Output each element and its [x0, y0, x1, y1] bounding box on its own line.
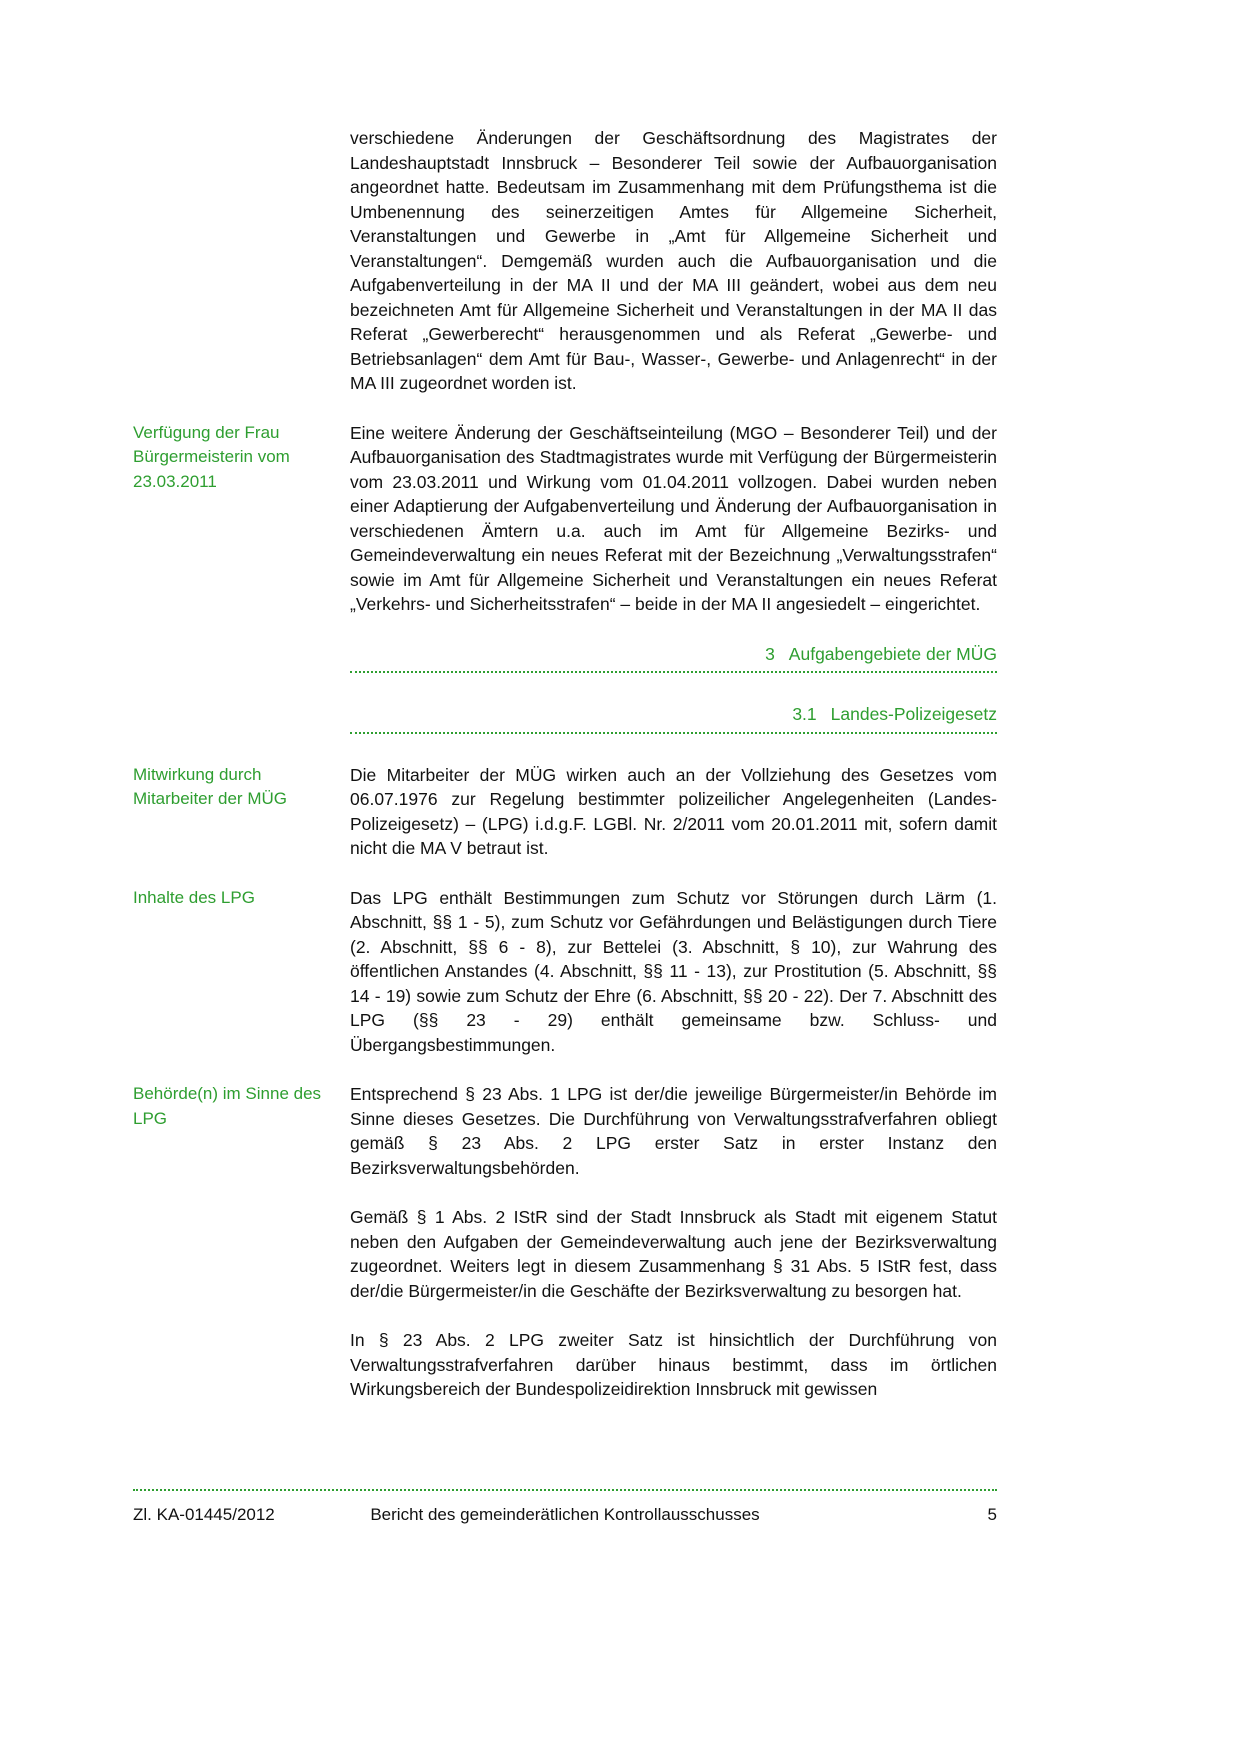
footer-text-row	[133, 1504, 997, 1526]
paragraph-block	[133, 1205, 997, 1303]
footer-page-number: 5	[987, 1505, 998, 1524]
margin-label: Inhalte des LPG	[133, 887, 255, 907]
paragraph-block	[133, 126, 997, 396]
body-paragraph: Entsprechend § 23 Abs. 1 LPG ist der/die jeweilige Bürgermeister/in Behörde im Sinne dieses Gesetzes. Die Durchführung von Verwaltungsstrafverfahren obliegt gemäß § 23 Abs. 2 LPG erster Satz in erster Instanz den Bezirksverwaltungsbehörden.	[350, 1084, 997, 1178]
section-title: Aufgabengebiete der MÜG	[788, 643, 997, 664]
body-paragraph: Eine weitere Änderung der Geschäftseinteilung (MGO – Besonderer Teil) und der Aufbauorganisation des Stadtmagistrates wurde mit Verfügung der Bürgermeisterin vom 23.03.2011 und Wirkung vom 01.04.2011 vollzogen. Dabei wurden neben einer Adaptierung der Aufgabenverteilung und Änderung der Aufbauorganisation in verschiedenen Ämtern u.a. auch im Amt für Allgemeine Bezirks- und Gemeindeverwaltung ein neues Referat mit der Bezeichnung „Verwaltungsstrafen“ sowie im Amt für Allgemeine Sicherheit und Veranstaltungen ein neues Referat „Verkehrs- und Sicherheitsstrafen“ – beide in der MA II angesiedelt – eingerichtet.	[350, 422, 997, 614]
paragraph-block	[133, 421, 997, 617]
footer-dotted-divider	[133, 1489, 997, 1491]
section-number: 3	[765, 643, 775, 664]
section-heading-3-1	[350, 702, 997, 734]
body-paragraph: Die Mitarbeiter der MÜG wirken auch an der Vollziehung des Gesetzes vom 06.07.1976 zur Regelung bestimmter polizeilicher Angelegenheiten (Landes-Polizeigesetz) – (LPG) i.d.g.F. LGBl. Nr. 2/2011 vom 20.01.2011 mit, sofern damit nicht die MA V betraut ist.	[350, 764, 997, 858]
margin-label: Behörde(n) im Sinne des LPG	[133, 1084, 322, 1128]
body-paragraph: Das LPG enthält Bestimmungen zum Schutz vor Störungen durch Lärm (1. Abschnitt, §§ 1 - 5), zum Schutz vor Gefährdungen und Belästigungen durch Tiere (2. Abschnitt, §§ 6 - 8), zur Bettelei (3. Abschnitt, § 10), zur Wahrung des öffentlichen Anstandes (4. Abschnitt, §§ 11 - 13), zur Prostitution (5. Abschnitt, §§ 14 - 19) sowie zum Schutz der Ehre (6. Abschnitt, §§ 20 - 22). Der 7. Abschnitt des LPG (§§ 23 - 29) enthält gemeinsame bzw. Schluss- und Übergangsbestimmungen.	[350, 887, 997, 1055]
body-paragraph: verschiedene Änderungen der Geschäftsordnung des Magistrates der Landeshauptstadt Innsbruck – Besonderer Teil sowie der Aufbauorganisation angeordnet hatte. Bedeutsam im Zusammenhang mit dem Prüfungsthema ist die Umbenennung des seinerzeitigen Amtes für Allgemeine Sicherheit, Veranstaltungen und Gewerbe in „Amt für Allgemeine Sicherheit und Veranstaltungen“. Demgemäß wurden auch die Aufbauorganisation und die Aufgabenverteilung in der MA II und der MA III geändert, wobei aus dem neu bezeichneten Amt für Allgemeine Sicherheit und Veranstaltungen in der MA II das Referat „Gewerberecht“ herausgenommen und als Referat „Gewerbe- und Betriebsanlagen“ dem Amt für Bau-, Wasser-, Gewerbe- und Anlagenrecht“ in der MA III zugeordnet worden ist.	[350, 128, 997, 393]
paragraph-block	[133, 1328, 997, 1402]
section-heading-3	[350, 642, 997, 674]
section-heading-text	[350, 702, 997, 734]
paragraph-block	[133, 886, 997, 1058]
paragraph-block	[133, 1082, 997, 1180]
paragraph-block	[133, 763, 997, 861]
margin-label: Verfügung der Frau Bürgermeisterin vom 23.03.2011	[133, 422, 290, 491]
footer-report-title: Bericht des gemeinderätlichen Kontrollausschusses	[370, 1505, 760, 1524]
section-title: Landes-Polizeigesetz	[830, 704, 997, 724]
margin-label: Mitwirkung durch Mitarbeiter der MÜG	[133, 764, 287, 808]
page-footer	[133, 1489, 997, 1526]
body-paragraph: In § 23 Abs. 2 LPG zweiter Satz ist hinsichtlich der Durchführung von Verwaltungsstrafverfahren darüber hinaus bestimmt, dass im örtlichen Wirkungsbereich der Bundespolizeidirektion Innsbruck mit gewissen	[350, 1330, 997, 1399]
body-paragraph: Gemäß § 1 Abs. 2 IStR sind der Stadt Innsbruck als Stadt mit eigenem Statut neben den Aufgaben der Gemeindeverwaltung auch jene der Bezirksverwaltung zugeordnet. Weiters legt in diesem Zusammenhang § 31 Abs. 5 IStR fest, dass der/die Bürgermeister/in die Geschäfte der Bezirksverwaltung zu besorgen hat.	[350, 1207, 997, 1301]
section-heading-text	[350, 642, 997, 674]
footer-reference-number: Zl. KA-01445/2012	[133, 1505, 275, 1524]
section-number: 3.1	[792, 704, 817, 724]
